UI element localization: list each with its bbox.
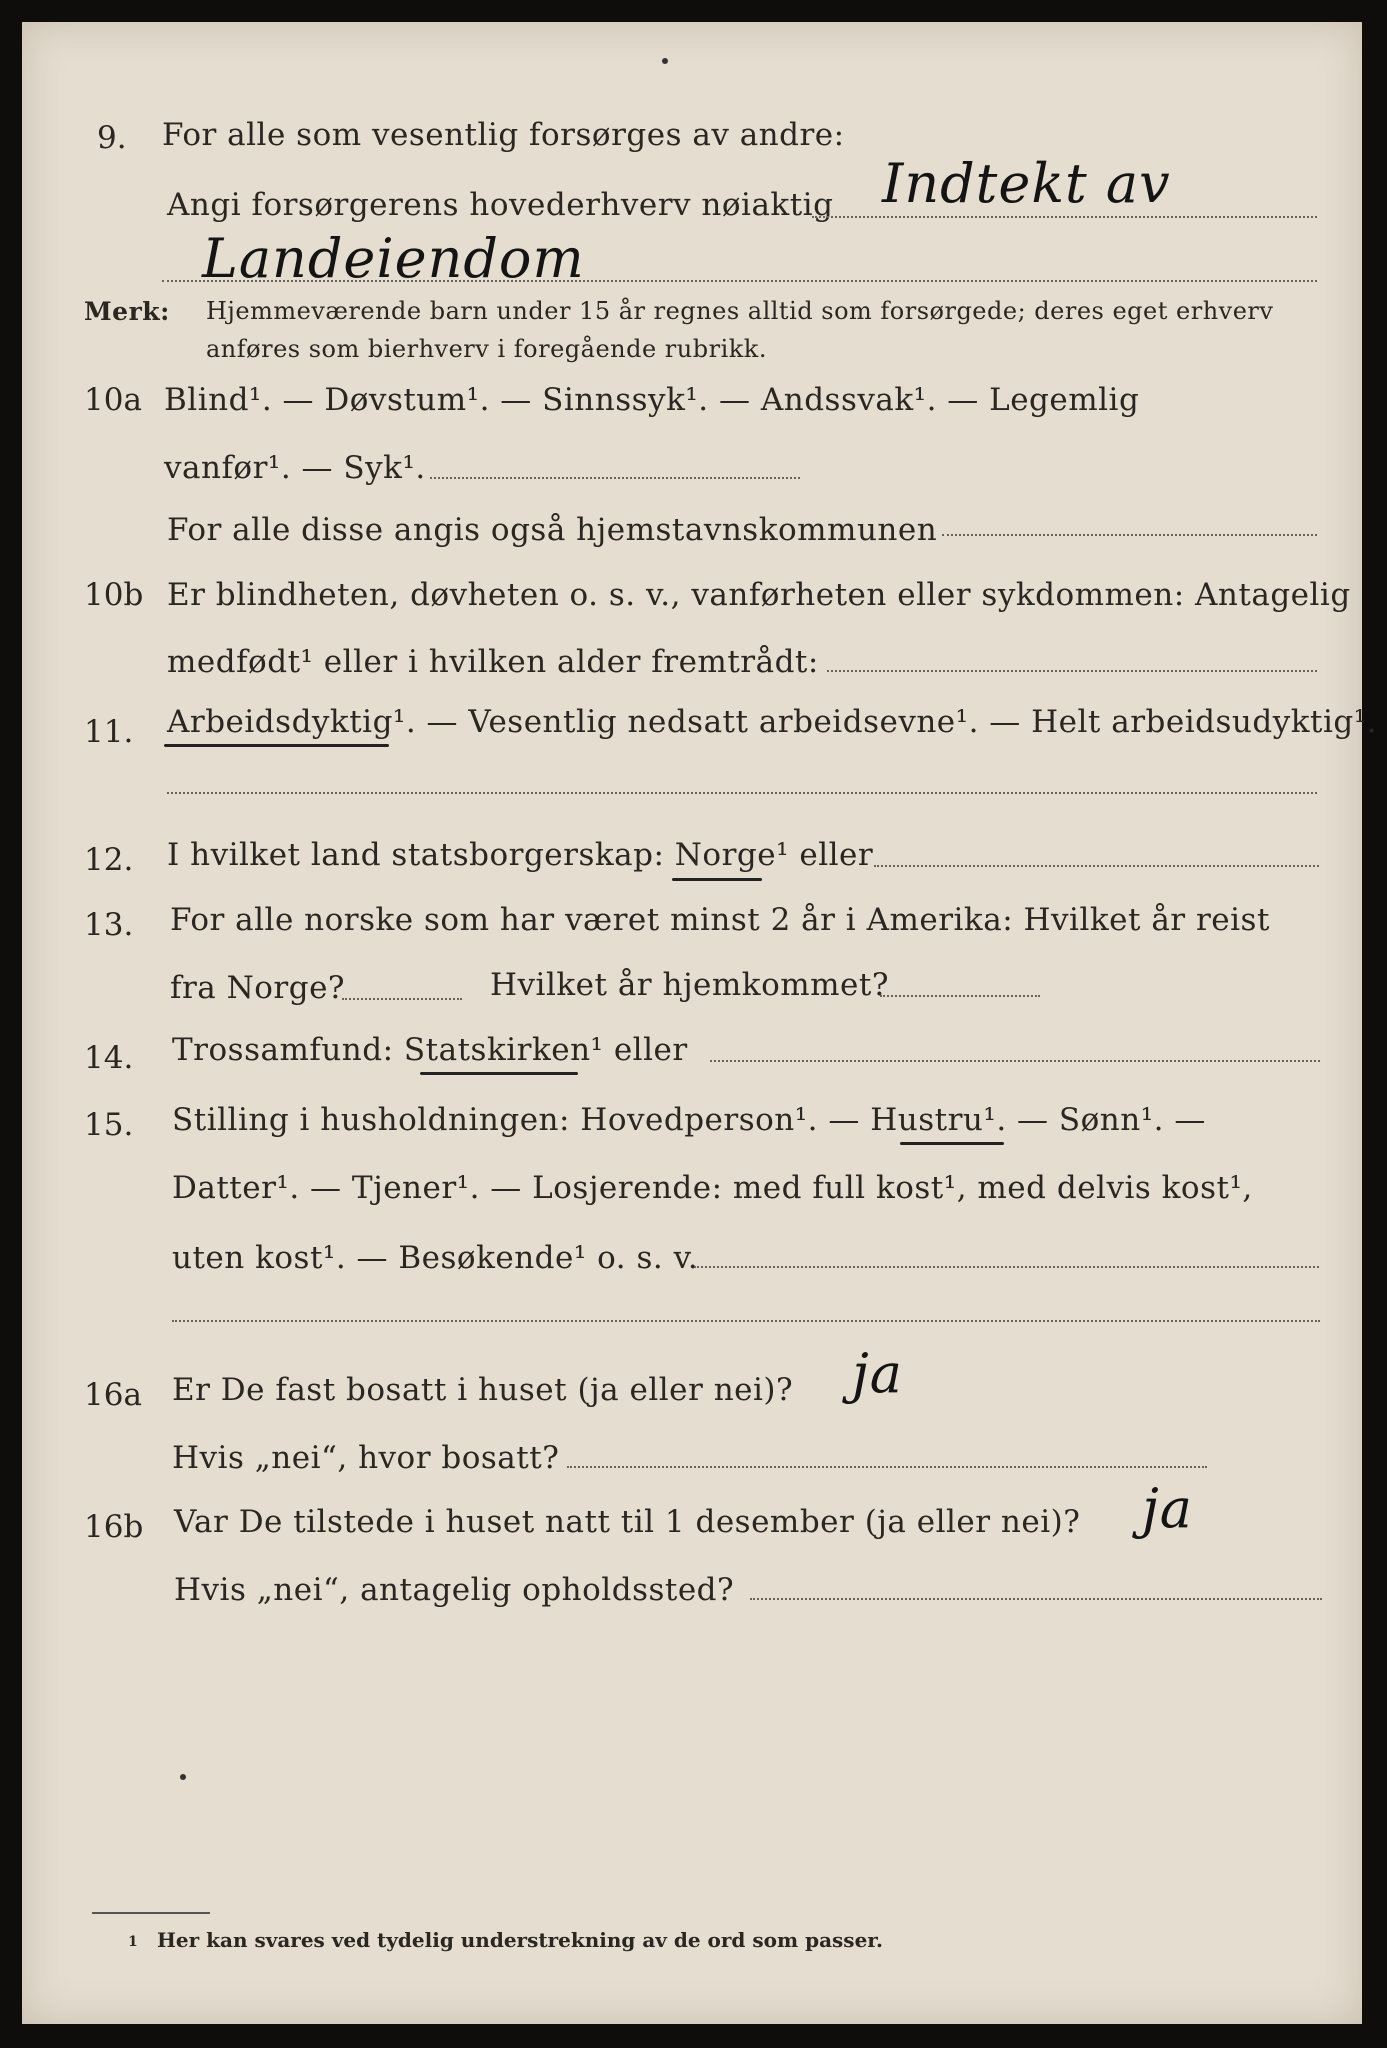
question-text: Er De fast bosatt i huset (ja eller nei)? [172, 1372, 794, 1408]
answer-line [812, 216, 1317, 218]
question-number: 13. [84, 907, 134, 943]
answer-line [827, 670, 1317, 672]
footnote-mark: 1 [128, 1934, 138, 1950]
question-number: 16a [84, 1377, 142, 1413]
handwritten-answer: Indtekt av [882, 152, 1171, 215]
question-number: 9. [97, 120, 127, 156]
underline-mark [164, 744, 389, 747]
question-text: Hvis „nei“, hvor bosatt? [172, 1440, 560, 1476]
question-number: 10a [84, 382, 142, 418]
question-number: 15. [84, 1107, 134, 1143]
underline-mark [420, 1072, 578, 1075]
answer-line [942, 534, 1317, 536]
question-text: fra Norge? [170, 970, 346, 1006]
question-text: For alle disse angis også hjemstavnskommunen [167, 512, 938, 548]
ink-speck [662, 58, 668, 64]
underline-mark [672, 878, 762, 881]
answer-line [567, 1466, 1207, 1468]
question-text: Var De tilstede i huset natt til 1 desember (ja eller nei)? [174, 1504, 1081, 1540]
answer-line [880, 995, 1040, 997]
question-text: Angi forsørgerens hovederhverv nøiaktig [167, 187, 834, 223]
handwritten-answer: ja [852, 1342, 903, 1405]
note-text: Hjemmeværende barn under 15 år regnes alltid som forsørgede; deres eget erhverv [206, 297, 1274, 325]
handwritten-answer: Landeiendom [202, 227, 585, 290]
footnote-text: Her kan svares ved tydelig understrekning av de ord som passer. [157, 1928, 883, 1952]
question-text: medfødt¹ eller i hvilken alder fremtrådt: [167, 644, 819, 680]
answer-line [430, 477, 800, 479]
answer-line [694, 1266, 1319, 1268]
question-text: Arbeidsdyktig¹. — Vesentlig nedsatt arbeidsevne¹. — Helt arbeidsudyktig¹. [167, 704, 1378, 740]
answer-line [172, 1320, 1320, 1322]
question-number: 12. [84, 842, 134, 878]
question-text: Datter¹. — Tjener¹. — Losjerende: med full kost¹, med delvis kost¹, [172, 1170, 1253, 1206]
question-number: 10b [84, 577, 144, 613]
question-text: Trossamfund: Statskirken¹ eller [172, 1032, 688, 1068]
question-text: Er blindheten, døvheten o. s. v., vanførheten eller sykdommen: Antagelig [167, 577, 1351, 613]
question-number: 11. [84, 714, 134, 750]
question-text: vanfør¹. — Syk¹. [164, 450, 426, 486]
answer-line [874, 865, 1319, 867]
answer-line [710, 1060, 1320, 1062]
question-text: Stilling i husholdningen: Hovedperson¹. — Hustru¹. — Sønn¹. — [172, 1102, 1206, 1138]
question-text: Hvilket år hjemkommet? [490, 967, 889, 1003]
note-text: anføres som bierhverv i foregående rubrikk. [206, 335, 767, 363]
answer-line [167, 792, 1317, 794]
answer-line [750, 1598, 1322, 1600]
question-number: 14. [84, 1040, 134, 1076]
note-label: Merk: [84, 297, 170, 326]
footnote-rule [92, 1912, 210, 1914]
question-number: 16b [84, 1509, 144, 1545]
handwritten-answer: ja [1142, 1477, 1193, 1540]
question-text: Blind¹. — Døvstum¹. — Sinnssyk¹. — Andssvak¹. — Legemlig [164, 382, 1140, 418]
ink-speck [180, 1774, 186, 1780]
question-text: For alle som vesentlig forsørges av andre: [162, 117, 845, 153]
question-text: uten kost¹. — Besøkende¹ o. s. v. [172, 1240, 699, 1276]
answer-line [342, 998, 462, 1000]
census-form-page [22, 22, 1378, 2024]
question-text: Hvis „nei“, antagelig opholdssted? [174, 1572, 735, 1608]
question-text: I hvilket land statsborgerskap: Norge¹ eller [167, 837, 874, 873]
underline-mark [900, 1142, 1004, 1145]
question-text: For alle norske som har været minst 2 år i Amerika: Hvilket år reist [170, 902, 1270, 938]
